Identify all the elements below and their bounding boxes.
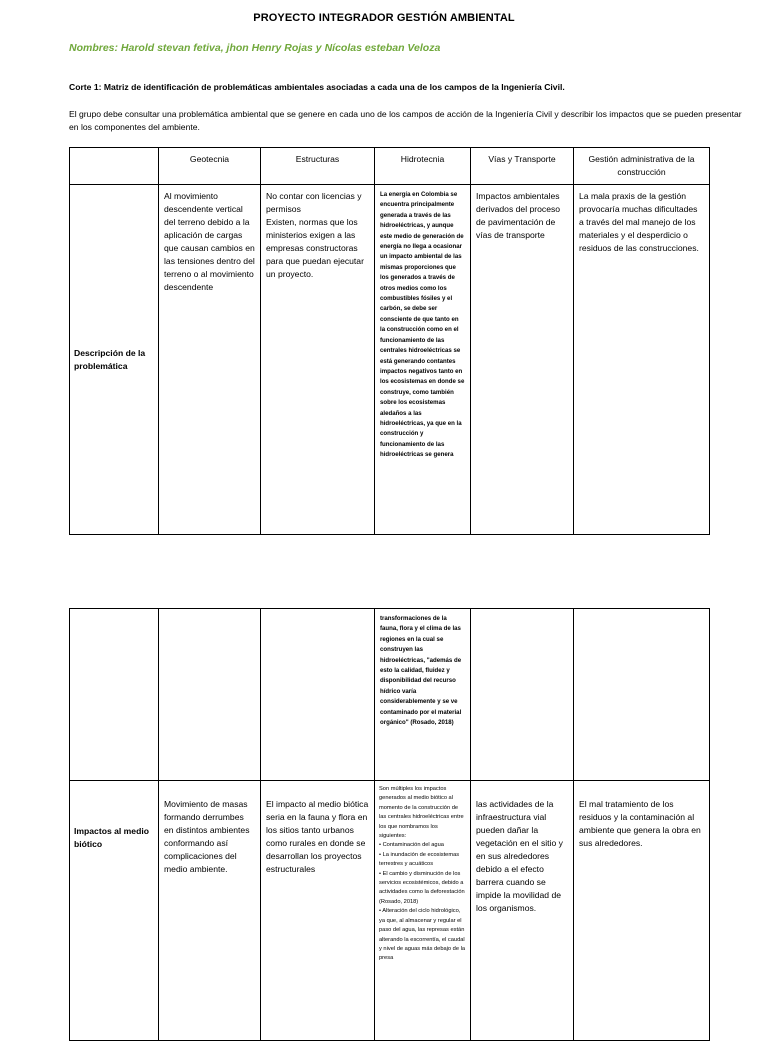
cell-biotico-hidrotecnia: [375, 781, 471, 1041]
cell-descripcion-hidrotecnia: La energía en Colombia se encuentra principalmente generada a través de las hidroeléctricas, y aunque este medio de generación de energía no llega a ocasionar un impacto ambiental de las mismas proporciones que los generados a través de otros medios como los combustibles fósiles y el carbón, se debe ser consciente de que tanto en la construcción como en el funcionamiento de las centrales hidroeléctricas se está generando contantes impactos negativos tanto en los ecosistemas en donde se construye, como también sobre los ecosistemas aledaños a las hidroeléctricas, ya que en la construcción y funcionamiento de las hidroeléctricas se genera: [375, 185, 471, 535]
cell-continuacion-geotecnia: [159, 609, 261, 781]
table-row-descripcion: [70, 185, 710, 535]
hidrotecnia-bullet-3: • El cambio y disminución de los servicios ecosistémicos, debido a actividades como la deforestación (Rosado, 2018): [379, 870, 465, 905]
hidrotecnia-intro: Son múltiples los impactos generados al medio biótico al momento de la construcción de las centrales hidroeléctricas entre los que nombramos los siguientes:: [379, 786, 464, 840]
document-title: PROYECTO INTEGRADOR GESTIÓN AMBIENTAL: [253, 12, 515, 24]
header-hidrotecnia: Hidrotecnia: [375, 148, 471, 185]
header-estructuras: Estructuras: [261, 148, 375, 185]
cell-continuacion-vias: [471, 609, 574, 781]
cell-continuacion-gestion: [574, 609, 710, 781]
header-empty: [70, 148, 159, 185]
cell-continuacion-label: [70, 609, 159, 781]
cell-biotico-gestion: El mal tratamiento de los residuos y la contaminación al ambiente que genera la obra en sus alrededores.: [574, 781, 710, 1041]
row-label-descripcion: Descripción de la problemática: [70, 185, 159, 535]
matrix-table-part-2: [69, 608, 710, 1041]
hidrotecnia-bullet-2: • La inundación de ecosistemas terrestres y acuáticos: [379, 851, 460, 868]
cell-descripcion-gestion: La mala praxis de la gestión provocaría muchas dificultades a través del mal manejo de los materiales y el desperdicio o residuos de las construcciones.: [574, 185, 710, 535]
cell-continuacion-hidrotecnia: transformaciones de la fauna, flora y el clima de las regiones en la cual se construyen las hidroeléctricas, "además de esto la calidad, fluidez y disponibilidad del recurso hídrico varía considerablemente y se ve contaminado por el material orgánico" (Rosado, 2018): [375, 609, 471, 781]
header-geotecnia: Geotecnia: [159, 148, 261, 185]
header-vias: Vías y Transporte: [471, 148, 574, 185]
header-gestion: Gestión administrativa de la construcción: [574, 148, 710, 185]
cell-descripcion-geotecnia: Al movimiento descendente vertical del terreno debido a la aplicación de cargas que causan cambios en las tensiones dentro del terreno o al movimiento descendente: [159, 185, 261, 535]
table-header-row: [70, 148, 710, 185]
cell-descripcion-vias: Impactos ambientales derivados del proceso de pavimentación de vías de transporte: [471, 185, 574, 535]
hidrotecnia-bullet-4: • Alteración del ciclo hidrológico, ya que, al almacenar y regular el paso del agua, las represas están alterando la escorrentía, el caudal y nivel de aguas más debajo de la presa: [379, 908, 466, 962]
team-names: Nombres: Harold stevan fetiva, jhon Henry Rojas y Nícolas esteban Veloza: [69, 42, 441, 54]
table-row-biotico: [70, 781, 710, 1041]
cell-descripcion-estructuras: No contar con licencias y permisos Existen, normas que los ministerios exigen a las empresas constructoras para que puedan ejecutar un proyecto.: [261, 185, 375, 535]
section-heading: Corte 1: Matriz de identificación de problemáticas ambientales asociadas a cada una de los campos de la Ingeniería Civil.: [69, 82, 565, 92]
row-label-biotico: Impactos al medio biótico: [70, 781, 159, 1041]
hidrotecnia-bullet-1: • Contaminación del agua: [379, 842, 444, 849]
cell-biotico-vias: las actividades de la infraestructura vial pueden dañar la vegetación en el sitio y en sus alrededores debido a el efecto barrera cuando se impide la movilidad de los organismos.: [471, 781, 574, 1041]
cell-biotico-geotecnia: Movimiento de masas formando derrumbes en distintos ambientes conformando así complicaciones del medio ambiente.: [159, 781, 261, 1041]
intro-paragraph: El grupo debe consultar una problemática ambiental que se genere en cada uno de los campos de acción de la Ingeniería Civil y describir los impactos que se pueden presentar en los componentes del ambiente.: [69, 109, 742, 132]
matrix-table-part-1: [69, 147, 710, 535]
table-row-continuacion: [70, 609, 710, 781]
cell-biotico-estructuras: El impacto al medio biótica seria en la fauna y flora en los sitios tanto urbanos como rurales en donde se desarrollan los proyectos estructurales: [261, 781, 375, 1041]
cell-continuacion-estructuras: [261, 609, 375, 781]
